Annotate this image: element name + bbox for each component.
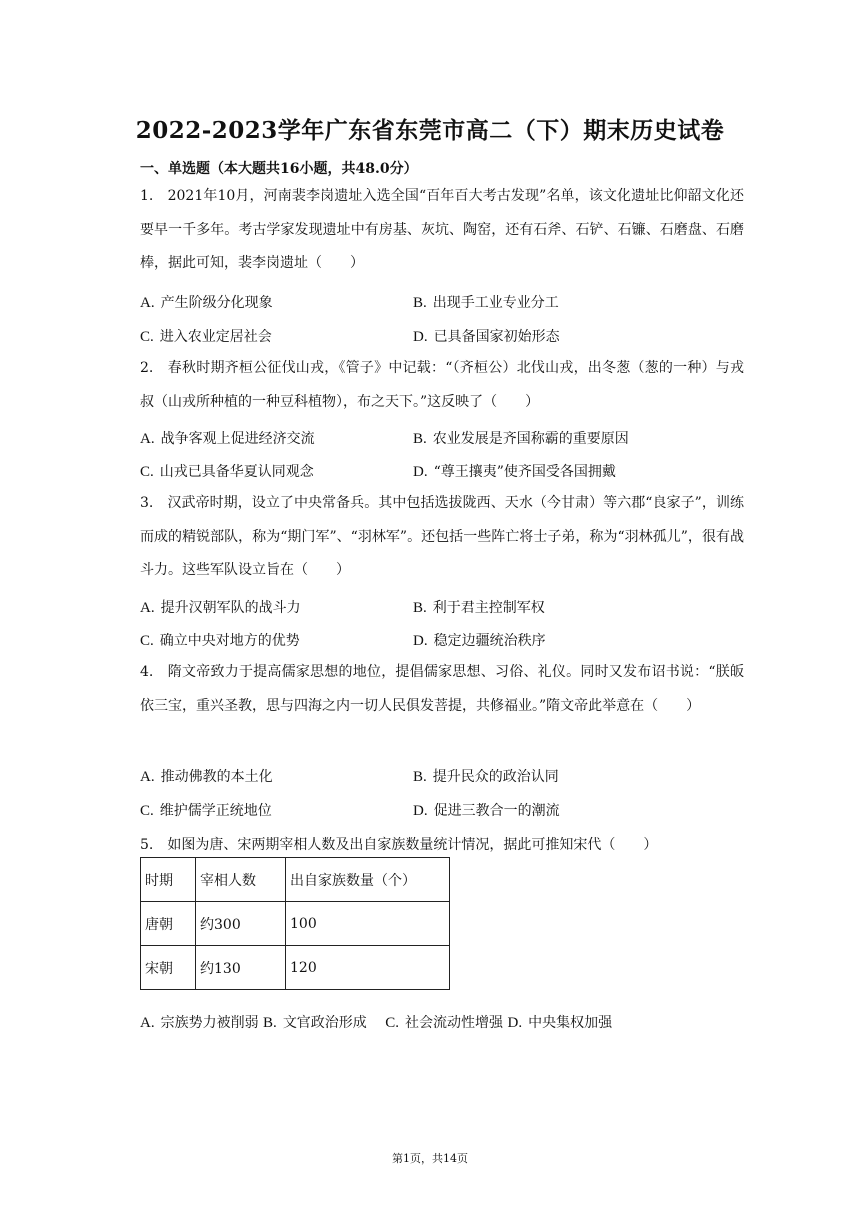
table-cell: 约300 <box>196 902 286 946</box>
option-text: 已具备国家初始形态 <box>433 329 560 345</box>
question-2-option-c <box>140 461 314 481</box>
option-text: 维护儒学正统地位 <box>159 803 272 819</box>
option-label: D. <box>413 464 428 480</box>
question-2-option-b <box>413 428 629 448</box>
option-text: 产生阶级分化现象 <box>160 295 273 311</box>
question-3-option-a <box>140 597 301 617</box>
question-3-stem: 3. 汉武帝时期，设立了中央常备兵。其中包括选拔陇西、天水（今甘肃）等六郡“良家子”，训练而成的精锐部队，称为“期门军”、“羽林军”。还包括一些阵亡将士子弟，称为“羽林孤儿”，很有战斗力。这些军队设立旨在（ ） <box>140 495 744 578</box>
table-row <box>141 946 450 990</box>
option-text: 利于君主控制军权 <box>432 600 545 616</box>
option-text: 进入农业定居社会 <box>159 329 272 345</box>
question-3-option-c <box>140 630 300 650</box>
section-heading: 一、单选题（本大题共16小题，共48.0分） <box>140 161 418 177</box>
option-label: B. <box>413 769 427 785</box>
option-label: D. <box>413 329 428 345</box>
option-text: 稳定边疆统治秩序 <box>433 633 546 649</box>
page-footer: 第1页，共14页 <box>392 1152 468 1165</box>
option-label: C. <box>140 803 154 819</box>
question-1-option-a <box>140 292 273 312</box>
option-label: A. <box>140 431 155 447</box>
question-4-stem: 4. 隋文帝致力于提高儒家思想的地位，提倡儒家思想、习俗、礼仪。同时又发布诏书说：“朕皈依三宝，重兴圣教，思与四海之内一切人民俱发菩提，共修福业。”隋文帝此举意在（ ） <box>140 664 744 714</box>
table-cell: 宋朝 <box>141 946 196 990</box>
question-5-stem: 5. 如图为唐、宋两期宰相人数及出自家族数量统计情况，据此可推知宋代（ ） <box>140 837 658 853</box>
option-text: 出现手工业专业分工 <box>432 295 559 311</box>
table-header-row <box>141 858 450 902</box>
option-label: B. <box>413 600 427 616</box>
question-1-option-c <box>140 326 272 346</box>
question-1-option-b <box>413 292 559 312</box>
question-4-option-a <box>140 766 273 786</box>
table-row <box>141 902 450 946</box>
option-label: D. <box>413 803 428 819</box>
option-label: C. <box>140 633 154 649</box>
option-text: 确立中央对地方的优势 <box>159 633 300 649</box>
table-header-cell: 宰相人数 <box>196 858 286 902</box>
question-5-option-d: 中央集权加强 <box>528 1015 613 1031</box>
option-label: A. <box>140 769 155 785</box>
option-label: A. <box>140 1015 155 1031</box>
question-2-option-a <box>140 428 315 448</box>
option-label: A. <box>140 600 155 616</box>
question-3-option-d <box>413 630 546 650</box>
table-cell: 100 <box>286 902 450 946</box>
option-text: 提升汉朝军队的战斗力 <box>160 600 301 616</box>
question-4-option-d <box>413 800 560 820</box>
table-cell: 约130 <box>196 946 286 990</box>
question-4-option-c <box>140 800 272 820</box>
option-text: 提升民众的政治认同 <box>432 769 559 785</box>
question-1-stem: 1. 2021年10月，河南裴李岗遗址入选全国“百年百大考古发现”名单，该文化遗址比仰韶文化还要早一千多年。考古学家发现遗址中有房基、灰坑、陶窑，还有石斧、石铲、石镰、石磨盘、石磨棒，据此可知，裴李岗遗址（ ） <box>140 188 744 271</box>
option-text: 山戎已具备华夏认同观念 <box>159 464 314 480</box>
option-label: D. <box>507 1015 523 1031</box>
option-text: 推动佛教的本土化 <box>160 769 273 785</box>
question-3-option-b <box>413 597 545 617</box>
question-5-option-b: 文官政治形成 <box>282 1015 367 1031</box>
option-text: 农业发展是齐国称霸的重要原因 <box>432 431 629 447</box>
option-label: C. <box>140 464 154 480</box>
question-5-options <box>140 1012 612 1032</box>
statistics-table <box>140 857 450 990</box>
option-label: C. <box>385 1015 400 1031</box>
option-label: B. <box>263 1015 277 1031</box>
option-text: 促进三教合一的潮流 <box>433 803 560 819</box>
question-5-option-c: 社会流动性增强 <box>405 1015 504 1031</box>
question-2-option-d <box>413 461 616 481</box>
question-1-option-d <box>413 326 560 346</box>
table-cell: 120 <box>286 946 450 990</box>
table-header-cell: 时期 <box>141 858 196 902</box>
option-text: “尊王攘夷”使齐国受各国拥戴 <box>433 464 616 480</box>
option-label: B. <box>413 295 427 311</box>
option-label: B. <box>413 431 427 447</box>
table-header-cell: 出自家族数量（个） <box>286 858 450 902</box>
question-5-option-a: 宗族势力被削弱 <box>160 1015 259 1031</box>
page-title: 2022-2023学年广东省东莞市高二（下）期末历史试卷 <box>135 117 725 144</box>
question-2-stem: 2. 春秋时期齐桓公征伐山戎，《管子》中记载：“（齐桓公）北伐山戎，出冬葱（葱的一种）与戎叔（山戎所种植的一种豆科植物），布之天下。”这反映了（ ） <box>140 360 744 410</box>
table-cell: 唐朝 <box>141 902 196 946</box>
option-label: D. <box>413 633 428 649</box>
option-label: A. <box>140 295 155 311</box>
option-label: C. <box>140 329 154 345</box>
question-4-option-b <box>413 766 559 786</box>
option-text: 战争客观上促进经济交流 <box>160 431 315 447</box>
